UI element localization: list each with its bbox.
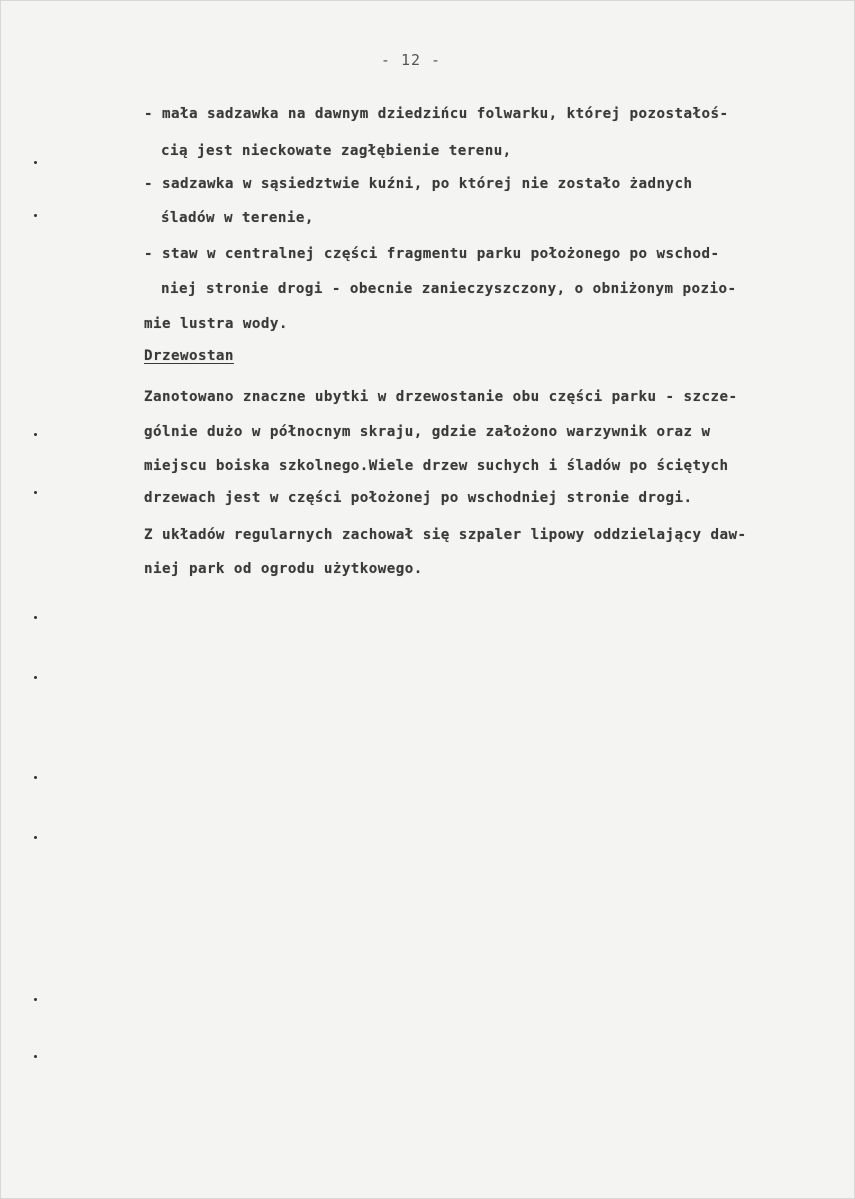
paragraph-line: drzewach jest w części położonej po wschodniej stronie drogi.	[144, 490, 693, 506]
text-line: niej stronie drogi - obecnie zanieczyszczony, o obniżonym pozio-	[161, 281, 737, 297]
paragraph-line: niej park od ogrodu użytkowego.	[144, 561, 423, 577]
margin-dot	[34, 998, 37, 1001]
paragraph-line: Zanotowano znaczne ubytki w drzewostanie obu części parku - szcze-	[144, 389, 738, 405]
page-number: - 12 -	[380, 51, 442, 69]
paragraph-line: Z układów regularnych zachował się szpaler lipowy oddzielający daw-	[144, 527, 747, 543]
margin-dot	[34, 161, 37, 164]
text-line: śladów w terenie,	[161, 210, 314, 226]
section-heading: Drzewostan	[144, 348, 234, 364]
margin-dot	[34, 491, 37, 494]
margin-dot	[34, 676, 37, 679]
text-line: - mała sadzawka na dawnym dziedzińcu folwarku, której pozostałoś-	[144, 106, 729, 122]
margin-dot	[34, 1055, 37, 1058]
text-line: cią jest nieckowate zagłębienie terenu,	[161, 143, 512, 159]
paragraph-line: miejscu boiska szkolnego.Wiele drzew suchych i śladów po ściętych	[144, 458, 729, 474]
margin-dot	[34, 616, 37, 619]
text-line: mie lustra wody.	[144, 316, 288, 332]
margin-dot	[34, 433, 37, 436]
margin-dot	[34, 836, 37, 839]
text-line: - staw w centralnej części fragmentu parku położonego po wschod-	[144, 246, 720, 262]
text-line: - sadzawka w sąsiedztwie kuźni, po której nie zostało żadnych	[144, 176, 693, 192]
margin-dot	[34, 214, 37, 217]
paragraph-line: gólnie dużo w północnym skraju, gdzie założono warzywnik oraz w	[144, 424, 711, 440]
margin-dot	[34, 776, 37, 779]
